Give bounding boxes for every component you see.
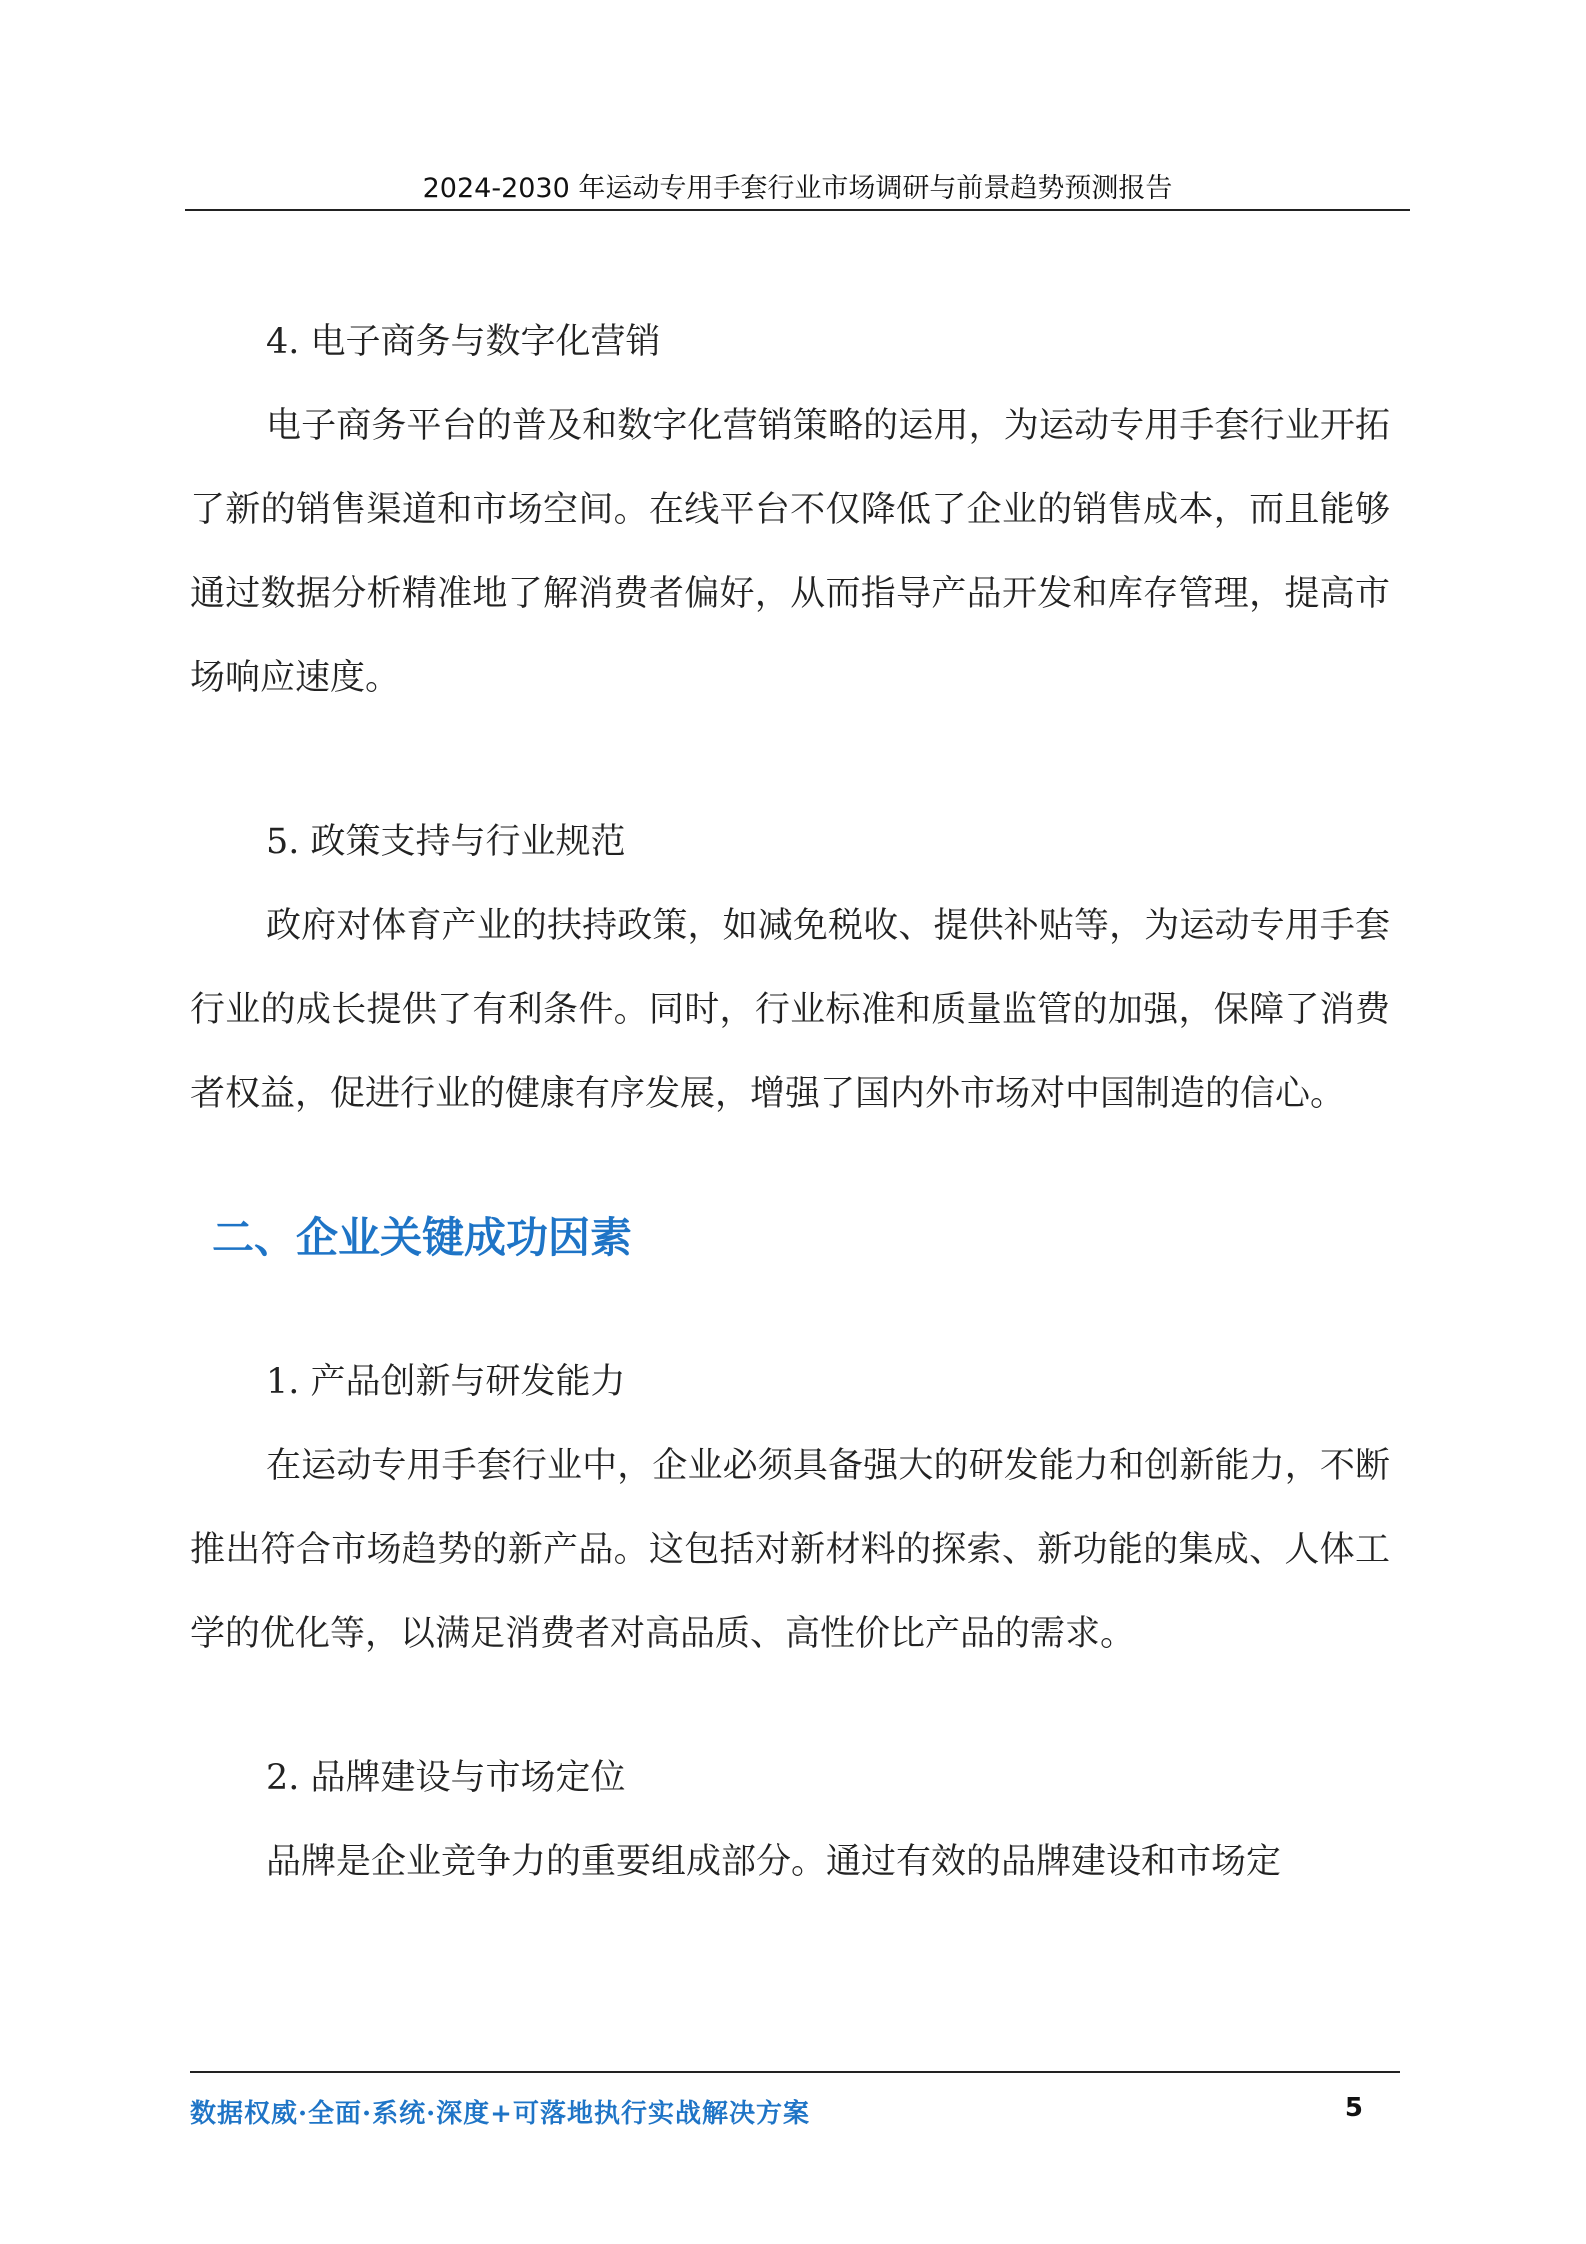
paragraph-ecommerce: 电子商务平台的普及和数字化营销策略的运用，为运动专用手套行业开拓了新的销售渠道和市场空间。在线平台不仅降低了企业的销售成本，而且能够通过数据分析精准地了解消费者偏好，从而指导产品开发和库存管理，提高市场响应速度。: [190, 406, 1390, 698]
document-body: [190, 300, 1390, 1904]
page-header-title: 2024-2030 年运动专用手套行业市场调研与前景趋势预测报告: [422, 173, 1173, 204]
paragraph-brand: 品牌是企业竞争力的重要组成部分。通过有效的品牌建设和市场定: [266, 1842, 1282, 1882]
subheading-policy: 5. 政策支持与行业规范: [266, 822, 626, 862]
header-divider: [185, 209, 1410, 211]
subheading-ecommerce: 4. 电子商务与数字化营销: [266, 322, 661, 362]
footer-divider: [190, 2071, 1400, 2073]
page-number: 5: [1344, 2093, 1363, 2123]
subheading-brand: 2. 品牌建设与市场定位: [266, 1758, 626, 1798]
subheading-innovation: 1. 产品创新与研发能力: [266, 1362, 626, 1402]
footer-tagline: 数据权威·全面·系统·深度+可落地执行实战解决方案: [190, 2099, 810, 2129]
paragraph-policy: 政府对体育产业的扶持政策，如减免税收、提供补贴等，为运动专用手套行业的成长提供了有利条件。同时，行业标准和质量监管的加强，保障了消费者权益，促进行业的健康有序发展，增强了国内外市场对中国制造的信心。: [190, 906, 1390, 1114]
paragraph-innovation: 在运动专用手套行业中，企业必须具备强大的研发能力和创新能力，不断推出符合市场趋势的新产品。这包括对新材料的探索、新功能的集成、人体工学的优化等，以满足消费者对高品质、高性价比产品的需求。: [190, 1446, 1390, 1654]
section-heading-success-factors: 二、企业关键成功因素: [212, 1213, 633, 1262]
